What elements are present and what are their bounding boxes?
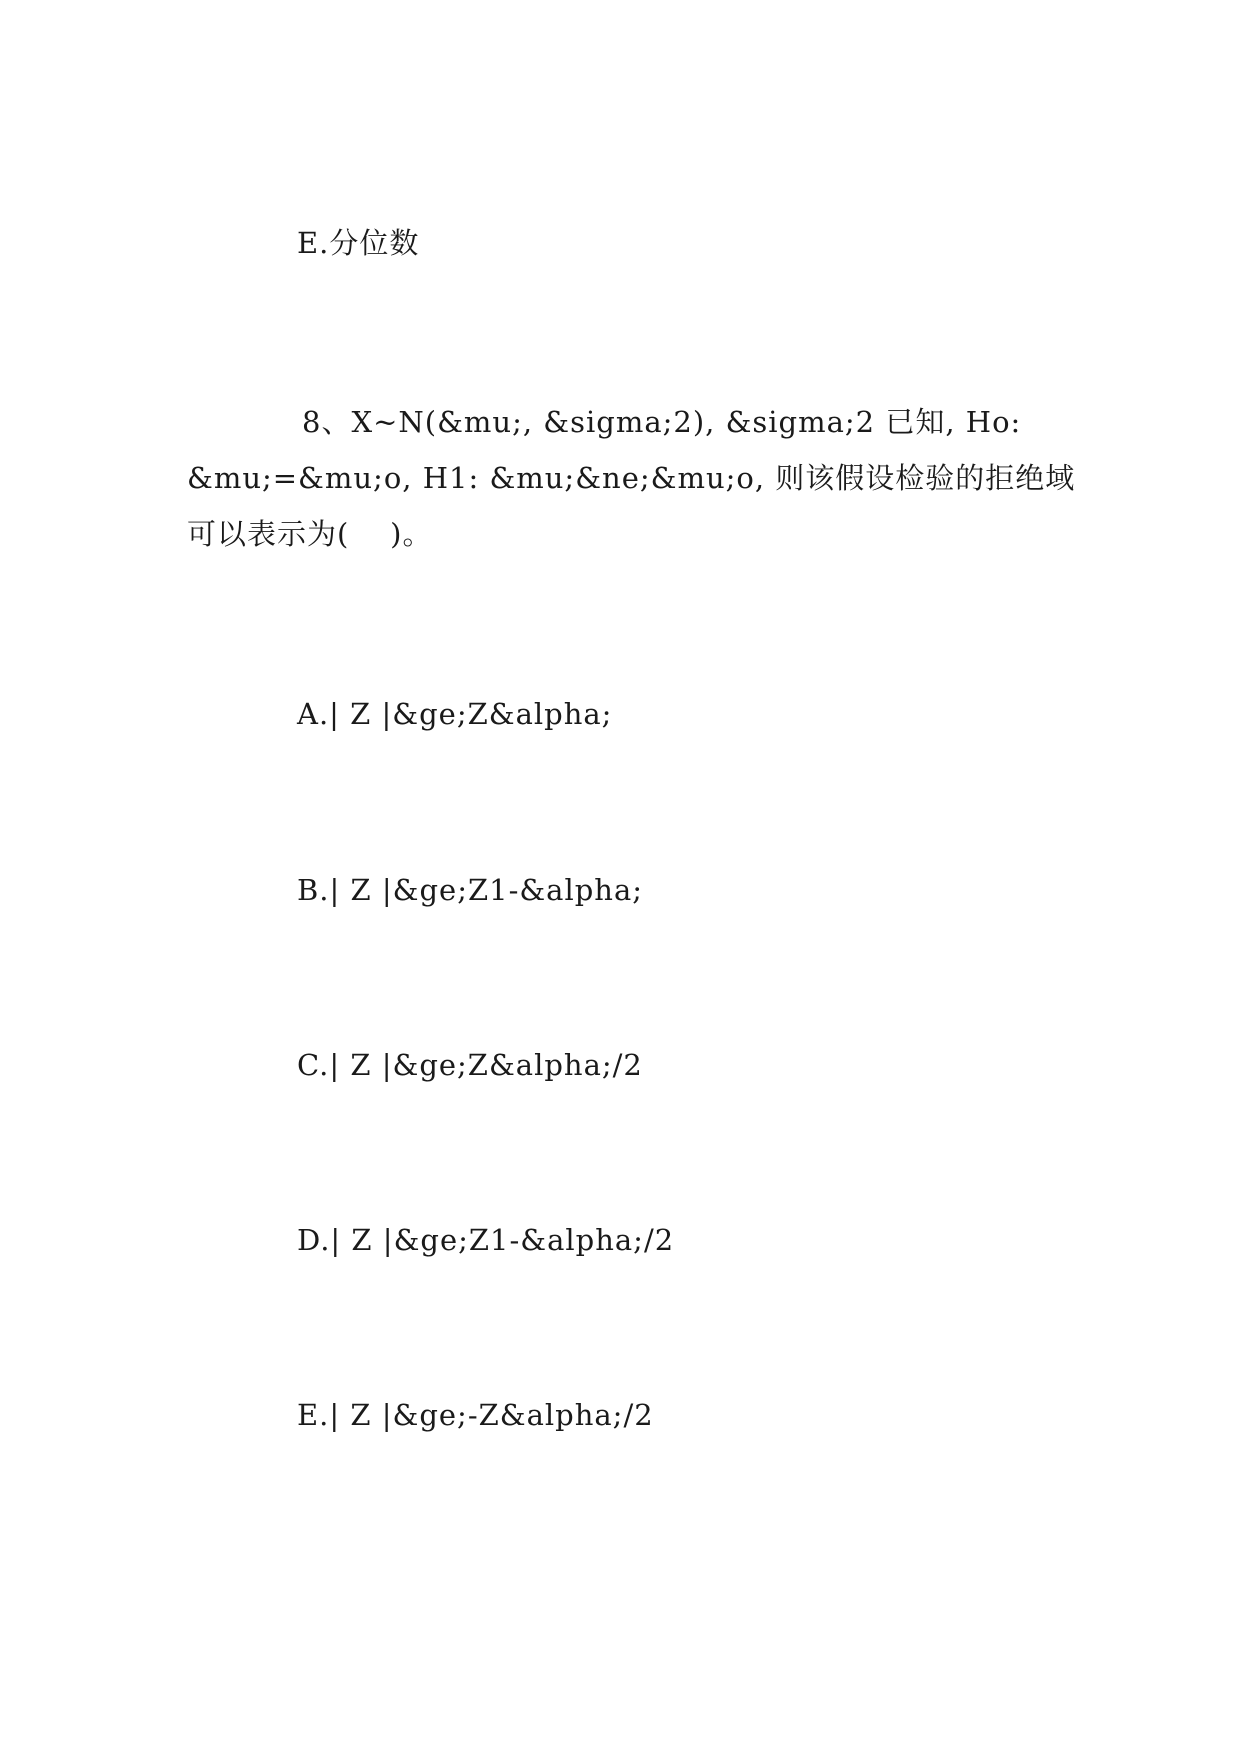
option-b: B.| Z |&ge;Z1-&alpha; [297,873,644,907]
previous-question-option-e: E.分位数 [297,226,420,260]
option-e: E.| Z |&ge;-Z&alpha;/2 [297,1398,654,1432]
question-text-line-3: 可以表示为( )。 [187,517,433,551]
question-text-line-2: &mu;=&mu;o, H1: &mu;&ne;&mu;o, 则该假设检验的拒绝域 [187,461,1076,495]
question-text-line-1: 8、X~N(&mu;, &sigma;2), &sigma;2 已知, Ho: [302,405,1022,439]
option-c: C.| Z |&ge;Z&alpha;/2 [297,1048,643,1082]
option-a: A.| Z |&ge;Z&alpha; [297,697,613,731]
question-8 [187,394,1076,562]
option-d: D.| Z |&ge;Z1-&alpha;/2 [297,1223,675,1257]
